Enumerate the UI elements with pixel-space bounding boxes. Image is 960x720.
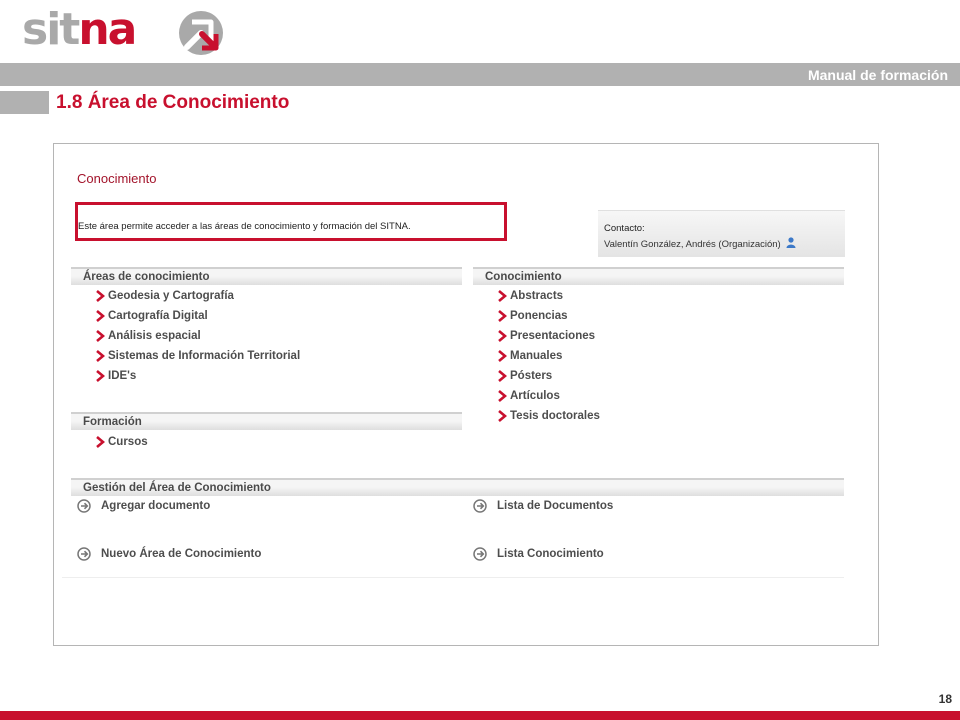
list-item[interactable]: Artículos	[497, 386, 600, 406]
title-accent-block	[0, 91, 49, 114]
list-item[interactable]: Cursos	[95, 432, 148, 452]
document-list-link[interactable]	[473, 499, 613, 513]
chevron-right-icon	[95, 350, 105, 362]
chevron-right-icon	[95, 330, 105, 342]
add-document-link[interactable]	[77, 499, 210, 513]
slide-title: 1.8 Área de Conocimiento	[56, 92, 290, 113]
list-item[interactable]: Abstracts	[497, 286, 600, 306]
section-title-gestion: Gestión del Área de Conocimiento	[83, 482, 271, 494]
new-knowledge-area-link[interactable]	[77, 547, 261, 561]
chevron-right-icon	[497, 370, 507, 382]
formacion-list	[95, 432, 148, 452]
chevron-right-icon	[95, 436, 105, 448]
list-item[interactable]: Geodesia y Cartografía	[95, 286, 300, 306]
logo-wordmark: sitna	[22, 4, 136, 55]
contact-name-row	[604, 237, 796, 250]
screenshot-frame	[53, 143, 879, 646]
section-header-gestion	[71, 478, 844, 496]
section-title-areas: Áreas de conocimiento	[83, 271, 210, 283]
section-title-conocimiento: Conocimiento	[485, 271, 562, 283]
action-label: Lista de Documentos	[497, 500, 614, 512]
list-item[interactable]: Cartografía Digital	[95, 306, 300, 326]
chevron-right-icon	[497, 350, 507, 362]
list-item[interactable]: Manuales	[497, 346, 600, 366]
circle-arrow-icon	[77, 547, 91, 561]
list-item[interactable]: Tesis doctorales	[497, 406, 600, 426]
chevron-right-icon	[497, 410, 507, 422]
section-header-formacion	[71, 412, 462, 430]
chevron-right-icon	[497, 390, 507, 402]
section-header-conocimiento	[473, 267, 844, 285]
contact-label: Contacto:	[604, 223, 645, 234]
page-heading: Conocimiento	[77, 171, 157, 186]
contact-box	[598, 210, 845, 257]
page-number: 18	[938, 692, 952, 706]
circle-arrow-icon	[473, 499, 487, 513]
list-item[interactable]: Sistemas de Información Territorial	[95, 346, 300, 366]
footer-bar	[0, 711, 960, 720]
manual-label: Manual de formación	[807, 67, 948, 83]
chevron-right-icon	[95, 310, 105, 322]
list-item[interactable]: IDE's	[95, 366, 300, 386]
header-bar	[0, 63, 960, 86]
action-label: Lista Conocimiento	[497, 548, 604, 560]
contact-name[interactable]: Valentín González, Andrés (Organización)	[604, 239, 781, 250]
list-item[interactable]: Ponencias	[497, 306, 600, 326]
action-label: Nuevo Área de Conocimiento	[101, 548, 262, 560]
sitna-logo	[22, 4, 226, 56]
action-label: Agregar documento	[101, 500, 211, 512]
section-title-formacion: Formación	[83, 416, 142, 428]
chevron-right-icon	[95, 370, 105, 382]
user-icon[interactable]	[786, 237, 796, 248]
list-item[interactable]: Análisis espacial	[95, 326, 300, 346]
list-item[interactable]: Presentaciones	[497, 326, 600, 346]
circle-arrow-icon	[77, 499, 91, 513]
bottom-divider	[62, 577, 844, 578]
intro-text: Este área permite acceder a las áreas de conocimiento y formación del SITNA.	[78, 221, 411, 232]
conocimiento-list	[497, 286, 600, 426]
chevron-right-icon	[497, 330, 507, 342]
logo-arrows-icon	[178, 10, 224, 56]
areas-list	[95, 286, 300, 386]
chevron-right-icon	[497, 290, 507, 302]
list-item[interactable]: Pósters	[497, 366, 600, 386]
chevron-right-icon	[497, 310, 507, 322]
intro-highlight-box	[75, 202, 507, 241]
circle-arrow-icon	[473, 547, 487, 561]
section-header-areas	[71, 267, 462, 285]
chevron-right-icon	[95, 290, 105, 302]
knowledge-list-link[interactable]	[473, 547, 604, 561]
